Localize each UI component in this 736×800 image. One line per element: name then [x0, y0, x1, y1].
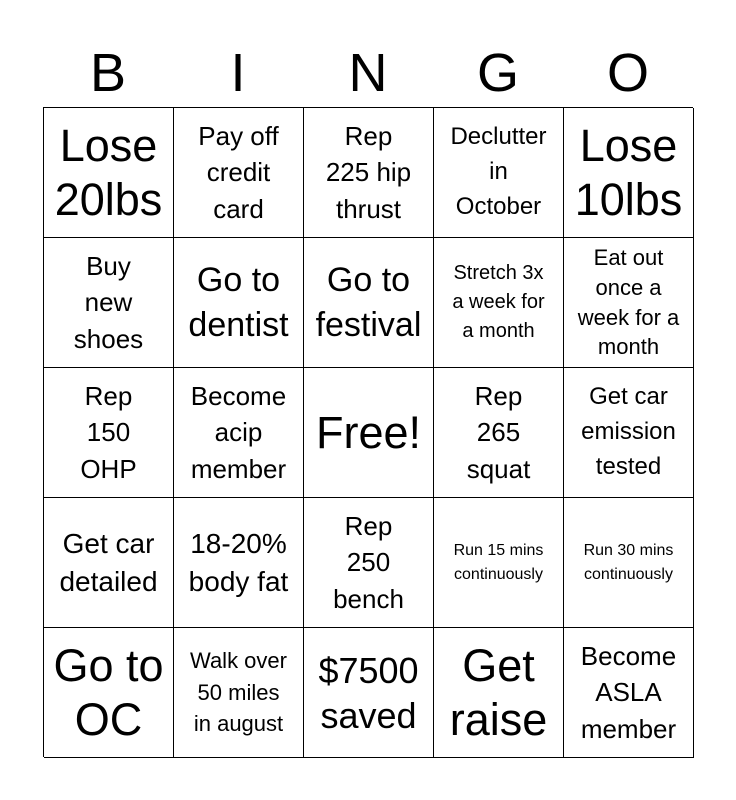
bingo-cell[interactable] — [564, 368, 694, 498]
cell-text: Declutter in October — [450, 123, 547, 220]
bingo-cell[interactable] — [434, 628, 564, 758]
bingo-cell[interactable] — [434, 498, 564, 628]
bingo-cell[interactable] — [564, 238, 694, 368]
bingo-board — [43, 107, 693, 757]
cell-text: Become acip member — [190, 380, 287, 484]
cell-text: Lose 10lbs — [574, 119, 683, 225]
bingo-cell[interactable] — [564, 628, 694, 758]
bingo-cell[interactable] — [44, 238, 174, 368]
cell-text: Buy new shoes — [73, 250, 144, 354]
cell-text: Run 15 mins continuously — [453, 541, 544, 583]
cell-text: Go to festival — [315, 261, 422, 344]
bingo-cell[interactable] — [174, 108, 304, 238]
cell-text: Become ASLA member — [580, 640, 677, 744]
bingo-header — [43, 40, 693, 106]
bingo-cell[interactable] — [564, 108, 694, 238]
free-space-cell[interactable] — [304, 368, 434, 498]
bingo-cell[interactable] — [44, 628, 174, 758]
header-letter-o: O — [606, 43, 649, 103]
header-letter-i: I — [230, 43, 246, 103]
cell-text: Stretch 3x a week for a month — [452, 262, 545, 342]
bingo-cell[interactable] — [44, 368, 174, 498]
cell-text: Rep 225 hip thrust — [325, 120, 412, 224]
cell-text: Walk over 50 miles in august — [190, 647, 287, 737]
bingo-cell[interactable] — [564, 498, 694, 628]
bingo-cell[interactable] — [304, 628, 434, 758]
cell-text: Get raise — [449, 639, 548, 745]
bingo-cell[interactable] — [304, 108, 434, 238]
cell-text: Eat out once a week for a month — [577, 245, 680, 360]
bingo-cell[interactable] — [174, 368, 304, 498]
bingo-cell[interactable] — [174, 238, 304, 368]
header-letter-b: B — [89, 43, 127, 103]
bingo-cell[interactable] — [304, 498, 434, 628]
bingo-cell[interactable] — [44, 108, 174, 238]
bingo-cell[interactable] — [44, 498, 174, 628]
header-letter-g: G — [476, 43, 519, 103]
bingo-cell[interactable] — [434, 238, 564, 368]
cell-text: Go to OC — [53, 639, 164, 745]
cell-text: Run 30 mins continuously — [583, 541, 674, 583]
cell-text: 18-20% body fat — [188, 527, 289, 597]
cell-text: Get car emission tested — [581, 383, 676, 480]
bingo-cell[interactable] — [434, 108, 564, 238]
cell-text: Rep 150 OHP — [80, 380, 137, 484]
cell-text: Rep 250 bench — [333, 510, 404, 614]
cell-text: Get car detailed — [59, 527, 158, 597]
cell-text: Pay off credit card — [198, 120, 279, 224]
bingo-cell[interactable] — [434, 368, 564, 498]
free-space-text: Free! — [315, 406, 422, 458]
bingo-cell[interactable] — [174, 498, 304, 628]
bingo-cell[interactable] — [304, 238, 434, 368]
cell-text: Lose 20lbs — [54, 119, 163, 225]
cell-text: Go to dentist — [188, 261, 289, 344]
header-letter-n: N — [348, 43, 388, 103]
cell-text: Rep 265 squat — [466, 380, 531, 484]
bingo-cell[interactable] — [174, 628, 304, 758]
cell-text: $7500 saved — [318, 649, 419, 736]
